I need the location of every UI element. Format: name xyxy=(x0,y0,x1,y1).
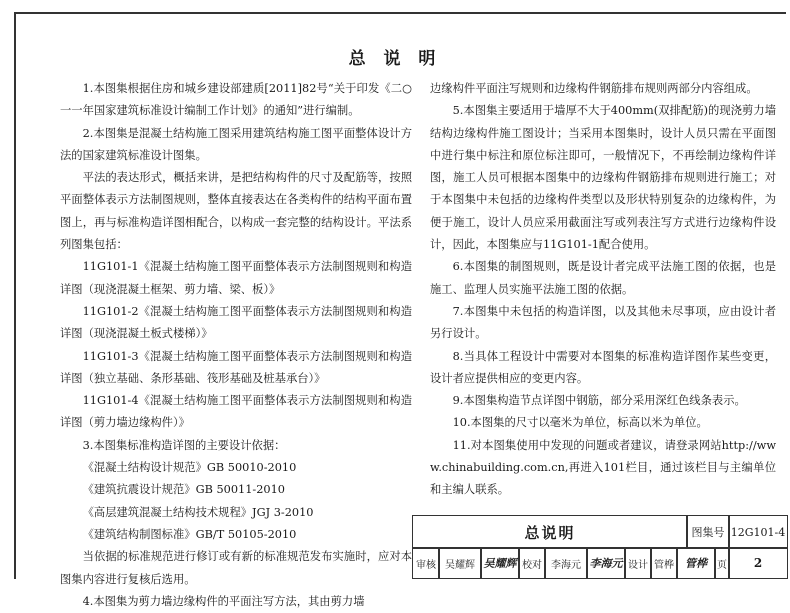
paragraph: 3.本图集标准构造详图的主要设计依据： xyxy=(82,438,286,452)
paragraph: 11G101-4《混凝土结构施工图平面整体表示方法制图规则和构造详图（剪力墙边缘构件）》 xyxy=(60,394,412,430)
drawing-title: 总说明 xyxy=(412,515,688,549)
checker-name: 李海元 xyxy=(544,547,588,579)
paragraph: 4.本图集为剪力墙边缘构件的平面注写方法，其由剪力墙 xyxy=(82,594,365,608)
page-number: 2 xyxy=(728,547,788,579)
paragraph: 《高层建筑混凝土结构技术规程》JGJ 3-2010 xyxy=(82,505,314,519)
paragraph: 10.本图集的尺寸以毫米为单位，标高以米为单位。 xyxy=(452,416,708,430)
paragraph: 1.本图集根据住房和城乡建设部建质[2011]82号“关于印发《二○一一年国家建筑标准设计编制工作计划》的通知”进行编制。 xyxy=(60,82,412,118)
paragraph: 11G101-1《混凝土结构施工图平面整体表示方法制图规则和构造详图（现浇混凝土框架、剪力墙、梁、板）》 xyxy=(60,260,412,296)
page-label: 页 xyxy=(714,547,730,579)
paragraph: 2.本图集是混凝土结构施工图采用建筑结构施工图平面整体设计方法的国家建筑标准设计图集。 xyxy=(60,126,412,162)
paragraph: 8.当具体工程设计中需要对本图集的标准构造详图作某些变更，设计者应提供相应的变更内容。 xyxy=(430,349,776,385)
designer-signature: 管桦 xyxy=(676,547,716,579)
reviewer-signature: 吴耀辉 xyxy=(480,547,520,579)
paragraph: 11G101-2《混凝土结构施工图平面整体表示方法制图规则和构造详图（现浇混凝土板式楼梯）》 xyxy=(60,304,412,341)
atlas-label: 图集号 xyxy=(686,515,730,549)
paragraph: 《建筑结构制图标准》GB/T 50105-2010 xyxy=(82,527,297,541)
check-label: 校对 xyxy=(518,547,546,579)
paragraph: 当依据的标准规范进行修订或有新的标准规范发布实施时，应对本图集内容进行复核后选用。 xyxy=(60,550,412,586)
paragraph: 平法的表达形式，概括来讲，是把结构构件的尺寸及配筋等，按照平面整体表示方法制图规则，整体直接表达在各类构件的结构平面布置图上，再与标准构造详图相配合，以构成一套完整的结构设计。平法系列图集包括： xyxy=(60,171,412,252)
left-column xyxy=(60,78,412,613)
atlas-number: 12G101-4 xyxy=(728,515,788,549)
paragraph: 《混凝土结构设计规范》GB 50010-2010 xyxy=(82,461,297,475)
paragraph: 9.本图集构造节点详图中钢筋，部分采用深红色线条表示。 xyxy=(452,394,746,408)
designer-name: 管桦 xyxy=(650,547,678,579)
design-label: 设计 xyxy=(624,547,652,579)
right-column xyxy=(430,78,776,502)
review-label: 审核 xyxy=(412,547,440,579)
reviewer-name: 吴耀辉 xyxy=(438,547,482,579)
paragraph: 11G101-3《混凝土结构施工图平面整体表示方法制图规则和构造详图（独立基础、条形基础、筏形基础及桩基承台）》 xyxy=(60,349,412,385)
paragraph: 边缘构件平面注写规则和边缘构件钢筋排布规则两部分内容组成。 xyxy=(430,82,758,95)
checker-signature: 李海元 xyxy=(586,547,626,579)
page-title: 总 说 明 xyxy=(348,49,442,69)
paragraph: 5.本图集主要适用于墙厚不大于400mm(双排配筋)的现浇剪力墙结构边缘构件施工图设计；当采用本图集时，设计人员只需在平面图中进行集中标注和原位标注即可，一般情况下，不再绘制边缘构件详图，施工人员可根据本图集中的边缘构件钢筋排布规则进行施工；对于本图集中未包括的边缘构件类型以及形状特别复杂的边缘构件，为便于施工，设计人员应采用截面注写或列表注写方式进行边缘构件设计，因此，本图集应与11G101-1配合使用。 xyxy=(430,104,776,252)
paragraph: 《建筑抗震设计规范》GB 50011-2010 xyxy=(82,483,285,497)
paragraph: 7.本图集中未包括的构造详图，以及其他未尽事项，应由设计者另行设计。 xyxy=(430,304,776,341)
paragraph: 6.本图集的制图规则，既是设计者完成平法施工图的依据，也是施工、监理人员实施平法施工图的依据。 xyxy=(430,260,776,296)
paragraph: 11.对本图集使用中发现的问题或者建议，请登录网站http://www.chinabuilding.com.cn,再进入101栏目，通过该栏目与主编单位和主编人联系。 xyxy=(430,438,776,497)
